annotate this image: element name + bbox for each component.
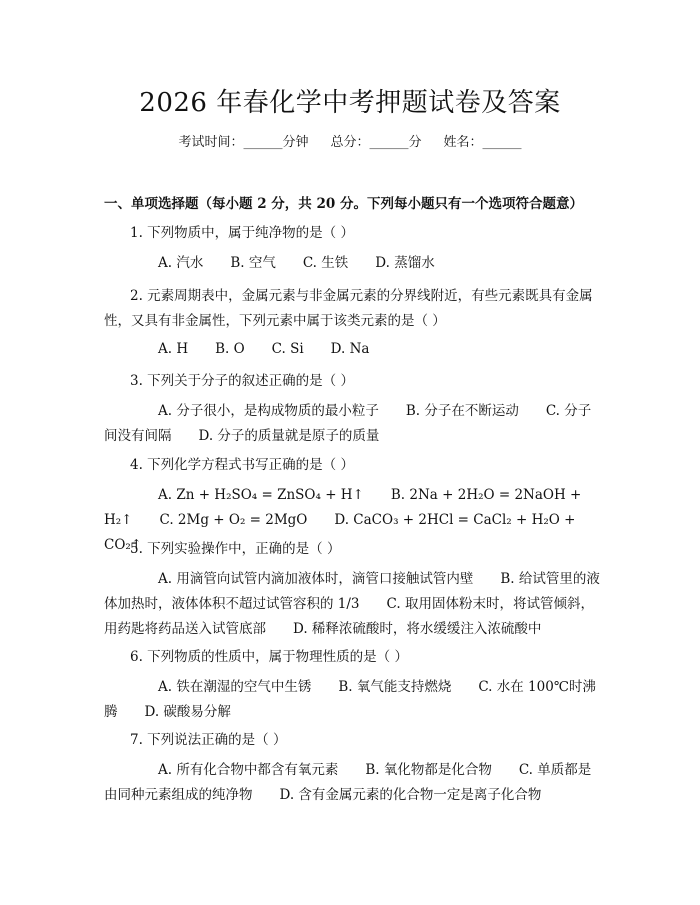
time-field: 考试时间：______分钟	[178, 135, 309, 150]
question-6	[104, 645, 600, 670]
question-stem: 7. 下列说法正确的是（ ）	[130, 732, 287, 748]
question-stem: 2. 元素周期表中，金属元素与非金属元素的分界线附近，有些元素既具有金属性，又具有非金属性，下列元素中属于该类元素的是（ ）	[104, 288, 593, 329]
question-stem: 4. 下列化学方程式书写正确的是（ ）	[130, 457, 354, 473]
question-options: A. Zn + H₂SO₄ = ZnSO₄ + H↑ B. 2Na + 2H₂O = 2NaOH + H₂↑ C. 2Mg + O₂ = 2MgO D. CaCO₃ + 2HCl = CaCl₂ + H₂O + CO₂↑	[104, 487, 582, 553]
question-2-options	[104, 337, 600, 362]
question-5	[104, 537, 600, 562]
score-field: 总分：______分	[330, 135, 422, 150]
question-options: A. 所有化合物中都含有氧元素 B. 氧化物都是化合物 C. 单质都是由同种元素组成的纯净物 D. 含有金属元素的化合物一定是离子化合物	[104, 762, 592, 803]
question-3	[104, 369, 600, 394]
question-stem: 5. 下列实验操作中，正确的是（ ）	[130, 541, 341, 557]
question-7-options	[104, 758, 600, 808]
question-stem: 3. 下列关于分子的叙述正确的是（ ）	[130, 373, 354, 389]
question-4	[104, 453, 600, 478]
name-field: 姓名：______	[443, 135, 522, 150]
page-title: 2026 年春化学中考押题试卷及答案	[139, 88, 561, 118]
question-options: A. 汽水 B. 空气 C. 生铁 D. 蒸馏水	[158, 255, 435, 271]
question-7	[104, 728, 600, 753]
question-options: A. 铁在潮湿的空气中生锈 B. 氧气能支持燃烧 C. 水在 100℃时沸腾 D. 碳酸易分解	[104, 679, 596, 720]
exam-meta	[0, 131, 700, 150]
question-stem: 1. 下列物质中，属于纯净物的是（ ）	[130, 225, 354, 241]
question-options: A. H B. O C. Si D. Na	[158, 341, 370, 357]
question-5-options	[104, 567, 600, 642]
question-3-options	[104, 399, 600, 449]
question-options: A. 分子很小，是构成物质的最小粒子 B. 分子在不断运动 C. 分子间没有间隔 D. 分子的质量就是原子的质量	[104, 403, 592, 444]
question-1-options	[104, 251, 600, 276]
question-stem: 6. 下列物质的性质中，属于物理性质的是（ ）	[130, 649, 408, 665]
question-1	[104, 221, 600, 246]
question-2	[104, 284, 600, 334]
question-options: A. 用滴管向试管内滴加液体时，滴管口接触试管内壁 B. 给试管里的液体加热时，液体体积不超过试管容积的 1/3 C. 取用固体粉末时，将试管倾斜，用药匙将药品送入试管底部 D. 稀释浓硫酸时，将水缓缓注入浓硫酸中	[104, 571, 600, 637]
question-6-options	[104, 675, 600, 725]
section-heading: 一、单项选择题（每小题 2 分，共 20 分。下列每小题只有一个选项符合题意）	[104, 196, 583, 212]
